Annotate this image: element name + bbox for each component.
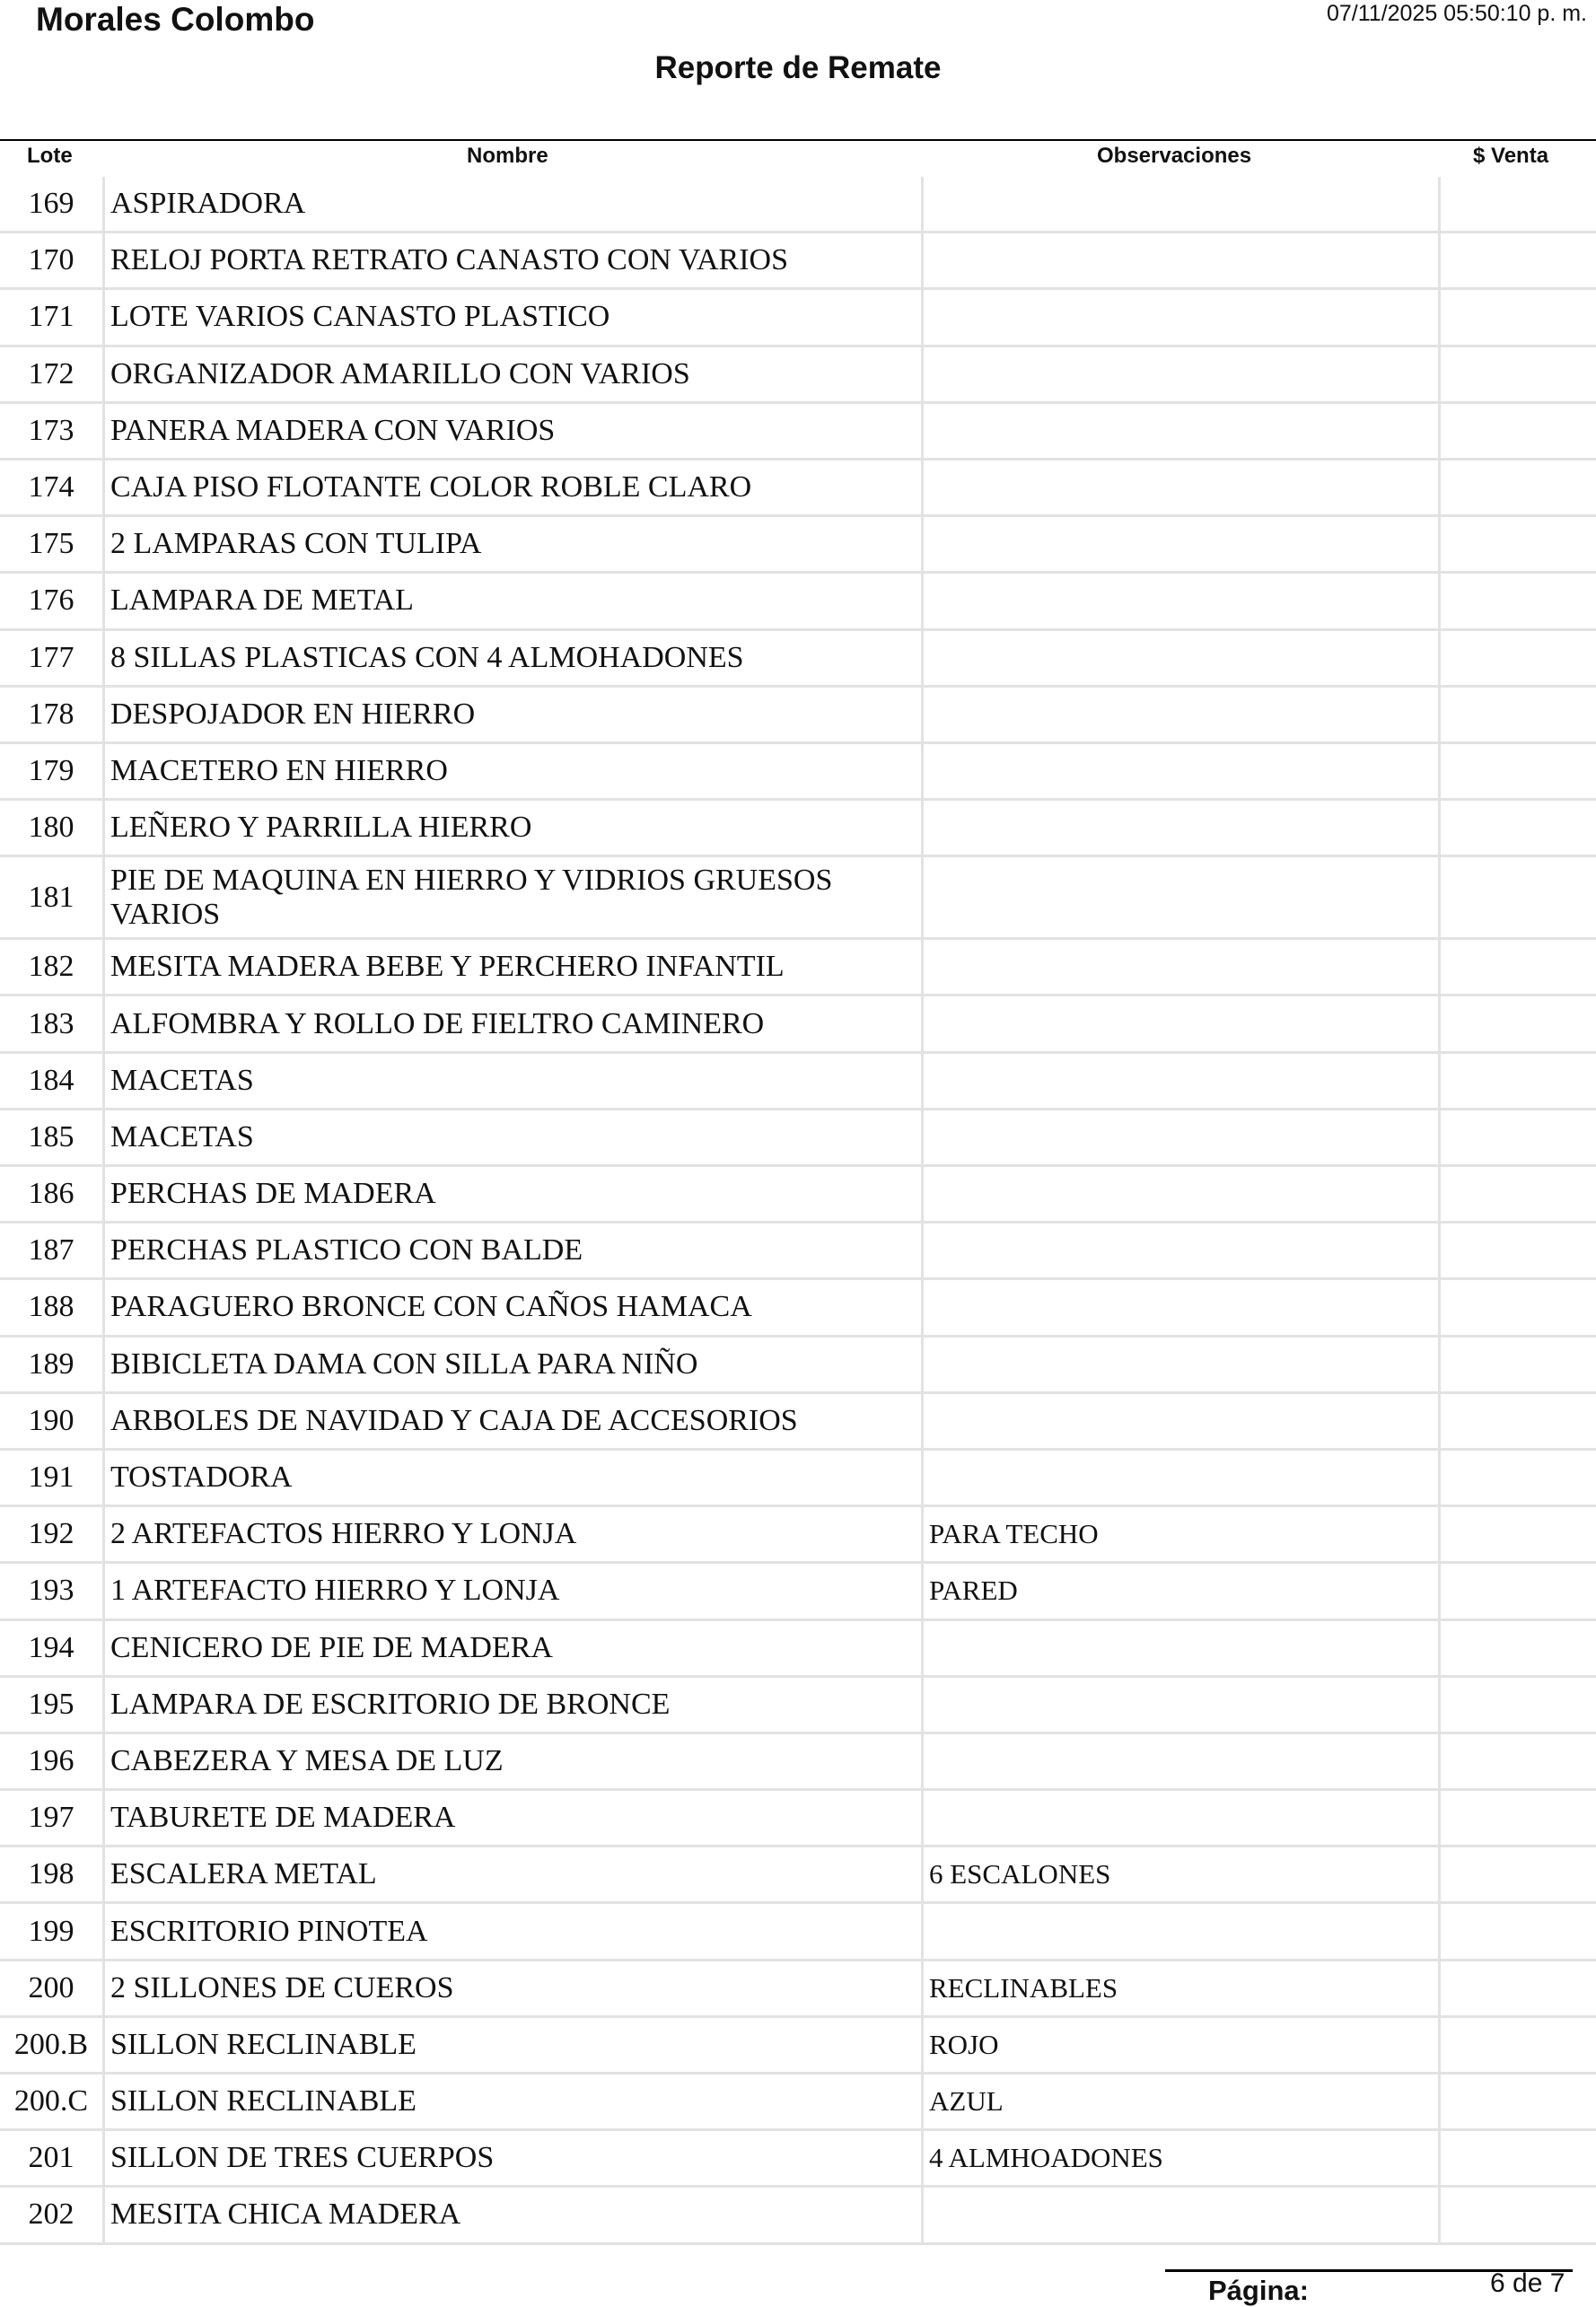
- nombre-cell: LEÑERO Y PARRILLA HIERRO: [102, 801, 921, 855]
- table-row: [0, 1394, 1596, 1451]
- table-row: [0, 631, 1596, 688]
- table-row: [0, 2188, 1596, 2244]
- lote-cell: 181: [28, 880, 75, 914]
- table-row: [0, 1507, 1596, 1564]
- table-row: [0, 1678, 1596, 1734]
- nombre-cell: LOTE VARIOS CANASTO PLASTICO: [102, 290, 921, 344]
- table-row: [0, 1564, 1596, 1620]
- page-label: Página:: [1208, 2275, 1309, 2306]
- observaciones-cell: [921, 404, 1438, 458]
- lote-cell: 200: [28, 1970, 75, 2004]
- observaciones-cell: [921, 1904, 1438, 1958]
- nombre-cell: DESPOJADOR EN HIERRO: [102, 688, 921, 741]
- venta-cell: [1438, 1564, 1596, 1618]
- observaciones-cell: [921, 1167, 1438, 1221]
- lote-cell: 182: [28, 950, 75, 984]
- venta-cell: [1438, 1451, 1596, 1504]
- lote-cell: 174: [28, 470, 75, 504]
- table-row: [0, 574, 1596, 630]
- lote-cell: 184: [28, 1063, 75, 1097]
- observaciones-cell: [921, 1734, 1438, 1788]
- venta-cell: [1438, 347, 1596, 401]
- lote-cell: 173: [28, 413, 75, 447]
- observaciones-cell: ROJO: [921, 2018, 1438, 2072]
- venta-cell: [1438, 744, 1596, 798]
- nombre-cell: PERCHAS DE MADERA: [102, 1167, 921, 1221]
- table-row: [0, 1224, 1596, 1280]
- observaciones-cell: [921, 1791, 1438, 1845]
- nombre-cell: 1 ARTEFACTO HIERRO Y LONJA: [102, 1564, 921, 1618]
- lote-cell: 193: [28, 1574, 75, 1608]
- venta-cell: [1438, 574, 1596, 627]
- venta-cell: [1438, 2075, 1596, 2128]
- lote-cell: 171: [28, 300, 75, 334]
- venta-cell: [1438, 1394, 1596, 1448]
- table-row: [0, 857, 1596, 940]
- report-title: Reporte de Remate: [654, 50, 942, 85]
- lote-cell: 170: [28, 243, 75, 277]
- lote-cell: 191: [28, 1461, 75, 1495]
- observaciones-cell: [921, 1621, 1438, 1675]
- auction-table: [0, 177, 1596, 2245]
- lote-cell: 188: [28, 1290, 75, 1324]
- nombre-cell: ESCALERA METAL: [102, 1847, 921, 1901]
- table-row: [0, 744, 1596, 801]
- venta-cell: [1438, 404, 1596, 458]
- lote-cell: 176: [28, 583, 75, 618]
- nombre-cell: MESITA CHICA MADERA: [102, 2188, 921, 2241]
- table-row: [0, 1734, 1596, 1791]
- venta-cell: [1438, 1678, 1596, 1732]
- lote-cell: 185: [28, 1119, 75, 1154]
- venta-cell: [1438, 688, 1596, 741]
- nombre-cell: SILLON DE TRES CUERPOS: [102, 2131, 921, 2185]
- lote-cell: 196: [28, 1743, 75, 1777]
- report-timestamp: 07/11/2025 05:50:10 p. m.: [1326, 1, 1587, 26]
- nombre-cell: MACETAS: [102, 1054, 921, 1108]
- venta-cell: [1438, 2188, 1596, 2241]
- observaciones-cell: [921, 631, 1438, 685]
- nombre-cell: TOSTADORA: [102, 1451, 921, 1504]
- venta-cell: [1438, 290, 1596, 344]
- lote-cell: 169: [28, 187, 75, 221]
- venta-cell: [1438, 1904, 1596, 1958]
- table-row: [0, 233, 1596, 290]
- venta-cell: [1438, 1167, 1596, 1221]
- lote-cell: 192: [28, 1517, 75, 1551]
- table-row: [0, 1338, 1596, 1394]
- lote-cell: 180: [28, 811, 75, 845]
- nombre-cell: CAJA PISO FLOTANTE COLOR ROBLE CLARO: [102, 461, 921, 514]
- nombre-cell: MESITA MADERA BEBE Y PERCHERO INFANTIL: [102, 940, 921, 994]
- nombre-cell: 2 LAMPARAS CON TULIPA: [102, 517, 921, 571]
- column-header-nombre: Nombre: [467, 144, 548, 168]
- observaciones-cell: [921, 1054, 1438, 1108]
- table-row: [0, 2018, 1596, 2075]
- nombre-cell: CENICERO DE PIE DE MADERA: [102, 1621, 921, 1675]
- table-row: [0, 1621, 1596, 1678]
- nombre-cell: LAMPARA DE METAL: [102, 574, 921, 627]
- nombre-cell: PARAGUERO BRONCE CON CAÑOS HAMACA: [102, 1280, 921, 1334]
- observaciones-cell: [921, 1224, 1438, 1277]
- venta-cell: [1438, 461, 1596, 514]
- observaciones-cell: [921, 233, 1438, 287]
- nombre-cell: RELOJ PORTA RETRATO CANASTO CON VARIOS: [102, 233, 921, 287]
- company-name: Morales Colombo: [36, 1, 315, 38]
- observaciones-cell: [921, 290, 1438, 344]
- table-row: [0, 688, 1596, 744]
- observaciones-cell: [921, 1451, 1438, 1504]
- table-row: [0, 2075, 1596, 2131]
- observaciones-cell: [921, 801, 1438, 855]
- lote-cell: 201: [28, 2141, 75, 2175]
- observaciones-cell: [921, 1280, 1438, 1334]
- observaciones-cell: 4 ALMHOADONES: [921, 2131, 1438, 2185]
- venta-cell: [1438, 1280, 1596, 1334]
- observaciones-cell: [921, 744, 1438, 798]
- nombre-cell: ASPIRADORA: [102, 177, 921, 231]
- nombre-cell: MACETERO EN HIERRO: [102, 744, 921, 798]
- column-header-observaciones: Observaciones: [1097, 144, 1252, 168]
- observaciones-cell: [921, 688, 1438, 741]
- lote-cell: 199: [28, 1914, 75, 1948]
- table-row: [0, 1110, 1596, 1167]
- observaciones-cell: [921, 517, 1438, 571]
- table-row: [0, 1280, 1596, 1337]
- table-row: [0, 1791, 1596, 1847]
- lote-cell: 198: [28, 1857, 75, 1891]
- observaciones-cell: [921, 574, 1438, 627]
- venta-cell: [1438, 631, 1596, 685]
- nombre-cell: LAMPARA DE ESCRITORIO DE BRONCE: [102, 1678, 921, 1732]
- observaciones-cell: 6 ESCALONES: [921, 1847, 1438, 1901]
- table-row: [0, 801, 1596, 857]
- lote-cell: 194: [28, 1630, 75, 1664]
- lote-cell: 195: [28, 1687, 75, 1721]
- observaciones-cell: RECLINABLES: [921, 1961, 1438, 2015]
- nombre-cell: ESCRITORIO PINOTEA: [102, 1904, 921, 1958]
- nombre-cell: 8 SILLAS PLASTICAS CON 4 ALMOHADONES: [102, 631, 921, 685]
- venta-cell: [1438, 1224, 1596, 1277]
- venta-cell: [1438, 517, 1596, 571]
- observaciones-cell: [921, 461, 1438, 514]
- table-row: [0, 940, 1596, 996]
- observaciones-cell: [921, 1338, 1438, 1391]
- table-row: [0, 347, 1596, 404]
- venta-cell: [1438, 857, 1596, 937]
- table-row: [0, 1904, 1596, 1961]
- lote-cell: 200.C: [13, 2084, 89, 2118]
- table-row: [0, 177, 1596, 233]
- lote-cell: 197: [28, 1801, 75, 1835]
- nombre-cell: PIE DE MAQUINA EN HIERRO Y VIDRIOS GRUESOS VARIOS: [102, 857, 921, 937]
- nombre-cell: ARBOLES DE NAVIDAD Y CAJA DE ACCESORIOS: [102, 1394, 921, 1448]
- lote-cell: 187: [28, 1233, 75, 1268]
- table-row: [0, 1961, 1596, 2018]
- table-row: [0, 517, 1596, 574]
- venta-cell: [1438, 177, 1596, 231]
- observaciones-cell: PARA TECHO: [921, 1507, 1438, 1561]
- nombre-cell: SILLON RECLINABLE: [102, 2018, 921, 2072]
- column-header-venta: $ Venta: [1473, 144, 1549, 168]
- table-row: [0, 1847, 1596, 1904]
- lote-cell: 172: [28, 356, 75, 390]
- observaciones-cell: [921, 2188, 1438, 2241]
- venta-cell: [1438, 1507, 1596, 1561]
- nombre-cell: PANERA MADERA CON VARIOS: [102, 404, 921, 458]
- lote-cell: 178: [28, 697, 75, 731]
- nombre-cell: 2 ARTEFACTOS HIERRO Y LONJA: [102, 1507, 921, 1561]
- lote-cell: 202: [28, 2197, 75, 2232]
- venta-cell: [1438, 1621, 1596, 1675]
- lote-cell: 179: [28, 753, 75, 787]
- observaciones-cell: AZUL: [921, 2075, 1438, 2128]
- observaciones-cell: [921, 857, 1438, 937]
- nombre-cell: SILLON RECLINABLE: [102, 2075, 921, 2128]
- venta-cell: [1438, 1847, 1596, 1901]
- venta-cell: [1438, 1338, 1596, 1391]
- venta-cell: [1438, 801, 1596, 855]
- table-row: [0, 2131, 1596, 2188]
- table-row: [0, 1451, 1596, 1507]
- nombre-cell: 2 SILLONES DE CUEROS: [102, 1961, 921, 2015]
- venta-cell: [1438, 1054, 1596, 1108]
- venta-cell: [1438, 2018, 1596, 2072]
- observaciones-cell: [921, 1678, 1438, 1732]
- table-row: [0, 996, 1596, 1053]
- lote-cell: 200.B: [13, 2027, 89, 2061]
- lote-cell: 186: [28, 1177, 75, 1211]
- venta-cell: [1438, 1110, 1596, 1164]
- observaciones-cell: [921, 940, 1438, 994]
- table-row: [0, 1167, 1596, 1224]
- nombre-cell: PERCHAS PLASTICO CON BALDE: [102, 1224, 921, 1277]
- table-row: [0, 1054, 1596, 1110]
- venta-cell: [1438, 2131, 1596, 2185]
- observaciones-cell: [921, 347, 1438, 401]
- observaciones-cell: [921, 996, 1438, 1050]
- lote-cell: 189: [28, 1346, 75, 1381]
- venta-cell: [1438, 1961, 1596, 2015]
- venta-cell: [1438, 1791, 1596, 1845]
- nombre-cell: ALFOMBRA Y ROLLO DE FIELTRO CAMINERO: [102, 996, 921, 1050]
- venta-cell: [1438, 940, 1596, 994]
- observaciones-cell: [921, 177, 1438, 231]
- lote-cell: 177: [28, 640, 75, 674]
- table-header: [0, 139, 1596, 170]
- nombre-cell: TABURETE DE MADERA: [102, 1791, 921, 1845]
- lote-cell: 190: [28, 1403, 75, 1437]
- observaciones-cell: PARED: [921, 1564, 1438, 1618]
- table-row: [0, 461, 1596, 517]
- lote-cell: 183: [28, 1006, 75, 1040]
- table-row: [0, 290, 1596, 346]
- venta-cell: [1438, 233, 1596, 287]
- page-number: 6 de 7: [1490, 2268, 1565, 2298]
- observaciones-cell: [921, 1110, 1438, 1164]
- nombre-cell: BIBICLETA DAMA CON SILLA PARA NIÑO: [102, 1338, 921, 1391]
- observaciones-cell: [921, 1394, 1438, 1448]
- nombre-cell: CABEZERA Y MESA DE LUZ: [102, 1734, 921, 1788]
- lote-cell: 175: [28, 527, 75, 561]
- column-header-lote: Lote: [27, 144, 73, 168]
- table-row: [0, 404, 1596, 461]
- venta-cell: [1438, 1734, 1596, 1788]
- venta-cell: [1438, 996, 1596, 1050]
- nombre-cell: ORGANIZADOR AMARILLO CON VARIOS: [102, 347, 921, 401]
- nombre-cell: MACETAS: [102, 1110, 921, 1164]
